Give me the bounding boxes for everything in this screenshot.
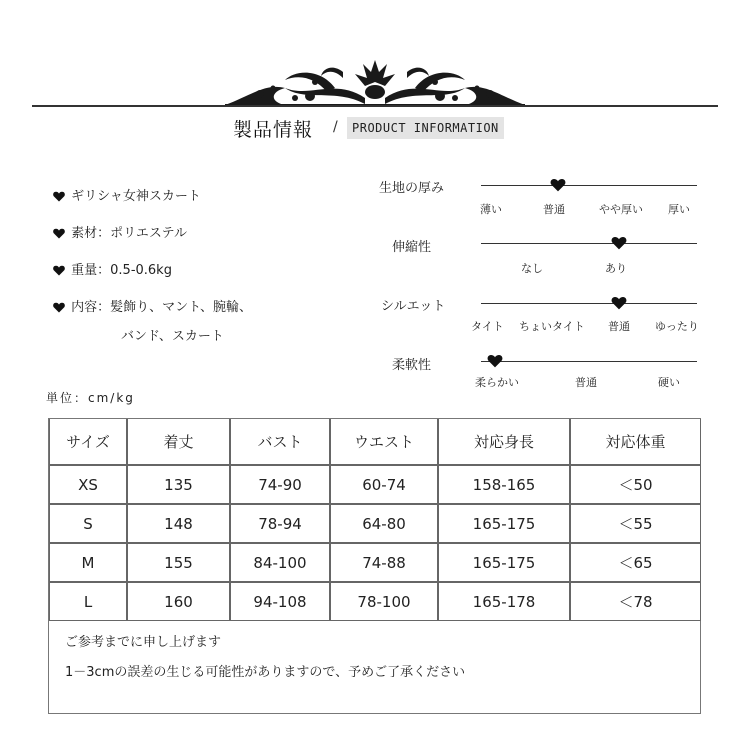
scale-line-silhouette	[481, 303, 697, 304]
scale-line-flexibility	[481, 361, 697, 362]
ornament-icon	[215, 58, 535, 110]
table-cell: 74-90	[230, 465, 330, 504]
table-cell: ＜78	[570, 582, 701, 621]
scale-label-flexibility: 柔軟性	[392, 358, 432, 373]
info-text: バンド、スカート	[121, 329, 224, 344]
table-header-cell: ウエスト	[330, 419, 438, 465]
heart-icon	[53, 302, 67, 313]
heart-icon	[53, 228, 67, 239]
title-separator: /	[333, 119, 338, 135]
size-table	[48, 418, 701, 714]
scale-label-stretch: 伸縮性	[392, 240, 432, 255]
table-cell: 60-74	[330, 465, 438, 504]
table-cell-size: XS	[49, 465, 127, 504]
table-cell: 165-175	[438, 543, 570, 582]
table-header-cell: バスト	[230, 419, 330, 465]
scale-tick: なし	[521, 262, 543, 275]
scale-tick: 普通	[543, 203, 565, 216]
table-cell: 158-165	[438, 465, 570, 504]
heart-icon	[611, 296, 627, 310]
table-cell: 165-178	[438, 582, 570, 621]
heart-icon	[487, 354, 503, 368]
info-text: 重量：0.5-0.6kg	[71, 263, 172, 278]
scale-tick: 普通	[608, 320, 630, 333]
table-cell-size: L	[49, 582, 127, 621]
info-item-continued	[121, 325, 224, 344]
table-cell: 64-80	[330, 504, 438, 543]
info-item	[53, 185, 201, 204]
scale-tick: ちょいタイト	[519, 320, 585, 333]
scale-label-silhouette: シルエット	[381, 299, 446, 314]
scale-tick: ゆったり	[655, 320, 699, 333]
scale-line-stretch	[481, 243, 697, 244]
table-cell: 155	[127, 543, 230, 582]
table-cell: 135	[127, 465, 230, 504]
table-cell: 78-94	[230, 504, 330, 543]
table-header-cell: 対応体重	[570, 419, 701, 465]
scale-tick: あり	[605, 262, 627, 275]
table-cell-size: S	[49, 504, 127, 543]
info-item	[53, 259, 172, 278]
header-divider	[32, 105, 718, 107]
scale-line-thickness	[481, 185, 697, 186]
table-note: ご参考までに申し上げます	[65, 635, 222, 650]
heart-icon	[550, 178, 566, 192]
table-note: 1－3cmの誤差の生じる可能性がありますので、予めご了承ください	[65, 665, 466, 680]
heart-icon	[611, 236, 627, 250]
scale-tick: 普通	[575, 376, 597, 389]
table-cell: 165-175	[438, 504, 570, 543]
page-subtitle: PRODUCT INFORMATION	[347, 117, 504, 139]
unit-label: 単位：cm/kg	[46, 391, 135, 405]
table-cell: ＜50	[570, 465, 701, 504]
scale-tick: やや厚い	[599, 203, 643, 216]
info-text: 内容：髪飾り、マント、腕輪、	[71, 300, 252, 315]
table-cell-size: M	[49, 543, 127, 582]
table-cell: 74-88	[330, 543, 438, 582]
heart-icon	[53, 191, 67, 202]
table-cell: 160	[127, 582, 230, 621]
scale-tick: 薄い	[480, 203, 502, 216]
scale-tick: 厚い	[668, 203, 690, 216]
table-cell: 78-100	[330, 582, 438, 621]
info-text: ギリシャ女神スカート	[71, 189, 201, 204]
table-cell: ＜65	[570, 543, 701, 582]
table-header-cell: サイズ	[49, 419, 127, 465]
scale-label-thickness: 生地の厚み	[379, 181, 445, 196]
info-item	[53, 222, 187, 241]
scale-tick: 柔らかい	[475, 376, 519, 389]
table-header-cell: 対応身長	[438, 419, 570, 465]
info-text: 素材：ポリエステル	[71, 226, 187, 241]
scale-tick: 硬い	[658, 376, 680, 389]
heart-icon	[53, 265, 67, 276]
page-title: 製品情報	[233, 119, 314, 141]
table-cell: ＜55	[570, 504, 701, 543]
scale-tick: タイト	[471, 320, 504, 333]
table-cell: 148	[127, 504, 230, 543]
table-header-cell: 着丈	[127, 419, 230, 465]
info-item	[53, 296, 252, 315]
table-cell: 94-108	[230, 582, 330, 621]
table-cell: 84-100	[230, 543, 330, 582]
